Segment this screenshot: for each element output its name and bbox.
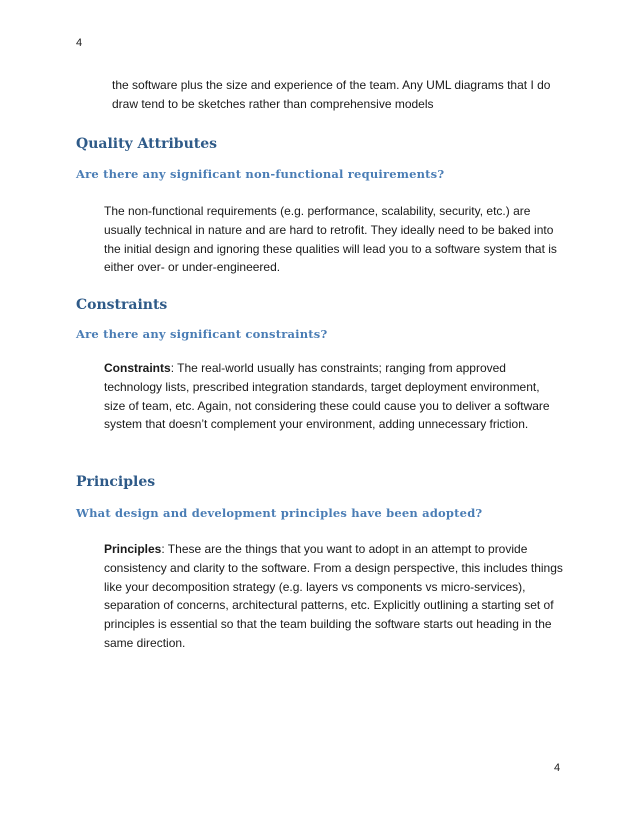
lead-term: Constraints: [104, 361, 171, 375]
lead-term: Principles: [104, 542, 162, 556]
section-question-constraints: Are there any significant constraints?: [76, 327, 328, 341]
body-text: : These are the things that you want to adopt in an attempt to provide consistency and clarity to the software. From a design perspective, this includes things like your decomposition strategy (e.g. layers vs components vs micro-services), separation of concerns, architectural patterns, etc. Explicitly outlining a starting set of principles is essential so that the team building the software starts out heading in the same direction.: [104, 542, 563, 650]
section-body-constraints: [104, 359, 564, 434]
section-heading-quality-attributes: Quality Attributes: [76, 136, 218, 152]
intro-paragraph: the software plus the size and experience of the team. Any UML diagrams that I do draw tend to be sketches rather than comprehensive models: [112, 78, 551, 111]
section-question-quality-attributes: Are there any significant non-functional requirements?: [76, 167, 445, 181]
page-number-bottom: 4: [554, 762, 561, 774]
page-number-top: 4: [76, 37, 83, 49]
body-text: : The real-world usually has constraints; ranging from approved technology lists, prescribed integration standards, target deployment environment, size of team, etc. Again, not considering these could cause you to deliver a software system that doesn’t complement your environment, adding unnecessary friction.: [104, 361, 550, 432]
section-question-principles: What design and development principles have been adopted?: [76, 506, 483, 520]
section-body-quality-attributes: [104, 202, 564, 277]
section-heading-principles: Principles: [76, 474, 156, 490]
section-body-principles: [104, 540, 564, 653]
section-heading-constraints: Constraints: [76, 297, 168, 313]
body-text: The non-functional requirements (e.g. performance, scalability, security, etc.) are usually technical in nature and are hard to retrofit. They ideally need to be baked into the initial design and ignoring these qualities will lead you to a software system that is either over- or under-engineered.: [104, 204, 557, 275]
